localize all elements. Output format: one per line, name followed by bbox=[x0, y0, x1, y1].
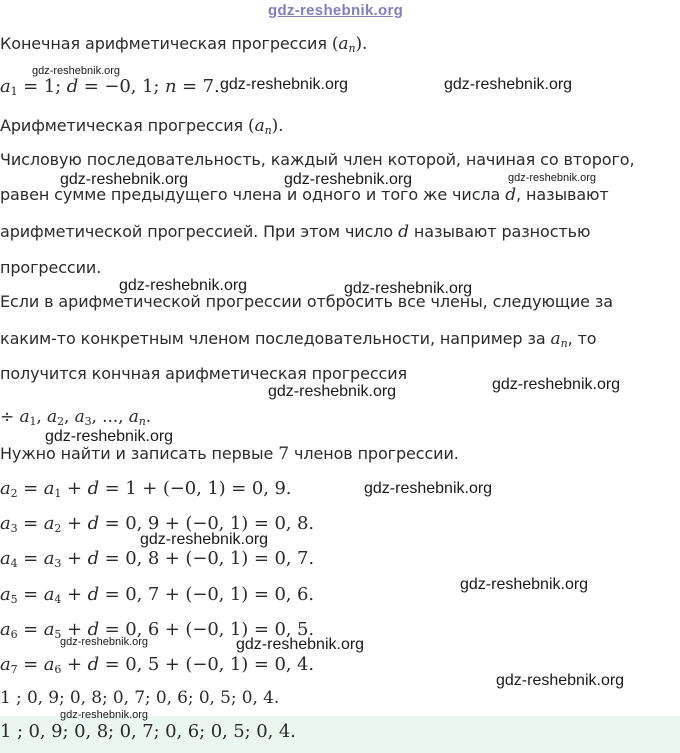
sequence-symbol: (an). bbox=[331, 34, 368, 55]
watermark-text: gdz-reshebnik.org bbox=[45, 428, 174, 445]
watermark-text: gdz-reshebnik.org bbox=[60, 636, 149, 648]
step-value: 0, 8. bbox=[274, 513, 315, 534]
watermark-text: gdz-reshebnik.org bbox=[60, 709, 149, 721]
step-value: 6 bbox=[54, 663, 62, 676]
watermark-text: gdz-reshebnik.org bbox=[496, 672, 625, 689]
watermark-text: gdz-reshebnik.org bbox=[364, 480, 493, 497]
watermark-text: gdz-reshebnik.org bbox=[220, 76, 349, 93]
step-value: 3 bbox=[10, 522, 18, 535]
problem-title-text: Конечная арифметическая прогрессия bbox=[0, 34, 327, 53]
watermark-text: gdz-reshebnik.org bbox=[119, 277, 248, 294]
step-value: (−0, 1) bbox=[185, 548, 249, 569]
definition-line-5: Если в арифметической прогрессии отбросить все члены, следующие за bbox=[0, 292, 614, 311]
definition-line-3-end: называют разностью bbox=[408, 222, 591, 241]
step-value: 5 bbox=[54, 628, 62, 641]
watermark-text: gdz-reshebnik.org bbox=[460, 576, 589, 593]
watermark-text: gdz-reshebnik.org bbox=[344, 280, 473, 297]
watermark-text: gdz-reshebnik.org bbox=[60, 171, 189, 188]
definition-line-1: Числовую последовательность, каждый член которой, начиная со второго, bbox=[0, 150, 635, 169]
step-value: 0, 9. bbox=[251, 478, 292, 499]
step-value: (−0, 1) bbox=[185, 513, 249, 534]
watermark-text: gdz-reshebnik.org bbox=[444, 76, 573, 93]
step-value: (−0, 1) bbox=[185, 584, 249, 605]
definition-line-6 bbox=[0, 329, 596, 349]
step-value: 4 bbox=[10, 557, 18, 570]
task-statement-end: членов прогрессии. bbox=[289, 444, 459, 463]
definition-line-2-end: , называют bbox=[516, 185, 609, 204]
step-value: (−0, 1) bbox=[162, 478, 226, 499]
step-value: 2 bbox=[10, 487, 18, 500]
given-n: 7 bbox=[202, 76, 215, 97]
step-value: 0, 6 bbox=[125, 619, 160, 640]
watermark-text: gdz-reshebnik.org bbox=[492, 376, 621, 393]
calculation-step: $a_5 = a_4 + d = 0$, 7 + (−0, 1) = 0, 6. bbox=[0, 584, 315, 606]
step-value: 4 bbox=[54, 593, 62, 606]
task-count: 7 bbox=[278, 444, 289, 464]
calculation-step: $a_6 = a_5 + d = 0$, 6 + (−0, 1) = 0, 5. bbox=[0, 619, 315, 641]
step-value: 0, 5. bbox=[274, 619, 315, 640]
task-statement bbox=[0, 444, 459, 464]
progression-sign: ÷ bbox=[0, 407, 15, 427]
calculation-step: $a_2 = a_1 + d = 1 + (-0$, 1) = 0, 9. bbox=[0, 478, 292, 500]
task-statement-start: Нужно найти и записать первые bbox=[0, 444, 279, 463]
step-value: 1 bbox=[54, 487, 62, 500]
definition-heading-text: Арифметическая прогрессия bbox=[0, 116, 244, 135]
watermark-text: gdz-reshebnik.org bbox=[508, 172, 597, 184]
definition-line-6-end: , то bbox=[567, 329, 597, 348]
header-watermark-link[interactable]: gdz-reshebnik.org bbox=[268, 2, 404, 19]
calculation-step: $a_7 = a_6 + d = 0$, 5 + (−0, 1) = 0, 4. bbox=[0, 654, 315, 676]
term-an: an bbox=[550, 329, 568, 350]
step-value: 6 bbox=[10, 628, 18, 641]
step-value: 0, 8 bbox=[125, 548, 160, 569]
step-value: 0, 7. bbox=[274, 548, 315, 569]
definition-line-7: получится кончная арифметическая прогрессия bbox=[0, 364, 408, 383]
step-value: 2 bbox=[54, 522, 62, 535]
definition-line-2-start: равен сумме предыдущего члена и одного и того же числа bbox=[0, 185, 506, 204]
variable-d: d bbox=[398, 222, 409, 242]
definition-line-6-start: каким-то конкретным членом последовательности, например за bbox=[0, 329, 551, 348]
step-value: 0, 5 bbox=[125, 654, 160, 675]
step-value: 0, 9 bbox=[125, 513, 160, 534]
given-d: −0, 1 bbox=[104, 76, 154, 97]
given-a1: 1 bbox=[43, 76, 56, 97]
watermark-text: gdz-reshebnik.org bbox=[140, 531, 269, 548]
answer-text: 1 ; 0, 9; 0, 8; 0, 7; 0, 6; 0, 5; 0, 4. bbox=[0, 721, 296, 742]
watermark-text: gdz-reshebnik.org bbox=[32, 65, 121, 77]
definition-line-3 bbox=[0, 222, 590, 242]
step-value: 0, 6. bbox=[274, 584, 315, 605]
problem-title bbox=[0, 34, 367, 54]
step-value: 0, 7 bbox=[125, 584, 160, 605]
step-value: 5 bbox=[10, 593, 18, 606]
calculation-step: $a_4 = a_3 + d = 0$, 8 + (−0, 1) = 0, 7. bbox=[0, 548, 315, 570]
given-values: $a_1 = 1$; d = −0, 1; n = 7. bbox=[0, 76, 220, 98]
step-value: 0, 4. bbox=[274, 654, 315, 675]
calculation-step: $a_3 = a_2 + d = 0$, 9 + (−0, 1) = 0, 8. bbox=[0, 513, 315, 535]
watermark-text: gdz-reshebnik.org bbox=[268, 383, 397, 400]
step-value: 1 bbox=[125, 478, 137, 499]
finite-progression-notation: ÷ $a_1$, $a_2$, $a_3$, ..., an. bbox=[0, 407, 152, 428]
definition-heading bbox=[0, 116, 283, 136]
step-value: 7 bbox=[10, 663, 18, 676]
sequence-result: 1 ; 0, 9; 0, 8; 0, 7; 0, 6; 0, 5; 0, 4. bbox=[0, 688, 280, 708]
step-value: (−0, 1) bbox=[185, 654, 249, 675]
step-value: (−0, 1) bbox=[185, 619, 249, 640]
step-value: 3 bbox=[54, 557, 62, 570]
watermark-text: gdz-reshebnik.org bbox=[284, 171, 413, 188]
watermark-text: gdz-reshebnik.org bbox=[236, 636, 365, 653]
variable-d: d bbox=[505, 185, 517, 205]
definition-line-3-start: арифметической прогрессией. При этом число bbox=[0, 222, 399, 241]
definition-line-4: прогрессии. bbox=[0, 258, 102, 277]
definition-sequence-symbol: (an). bbox=[248, 116, 284, 137]
